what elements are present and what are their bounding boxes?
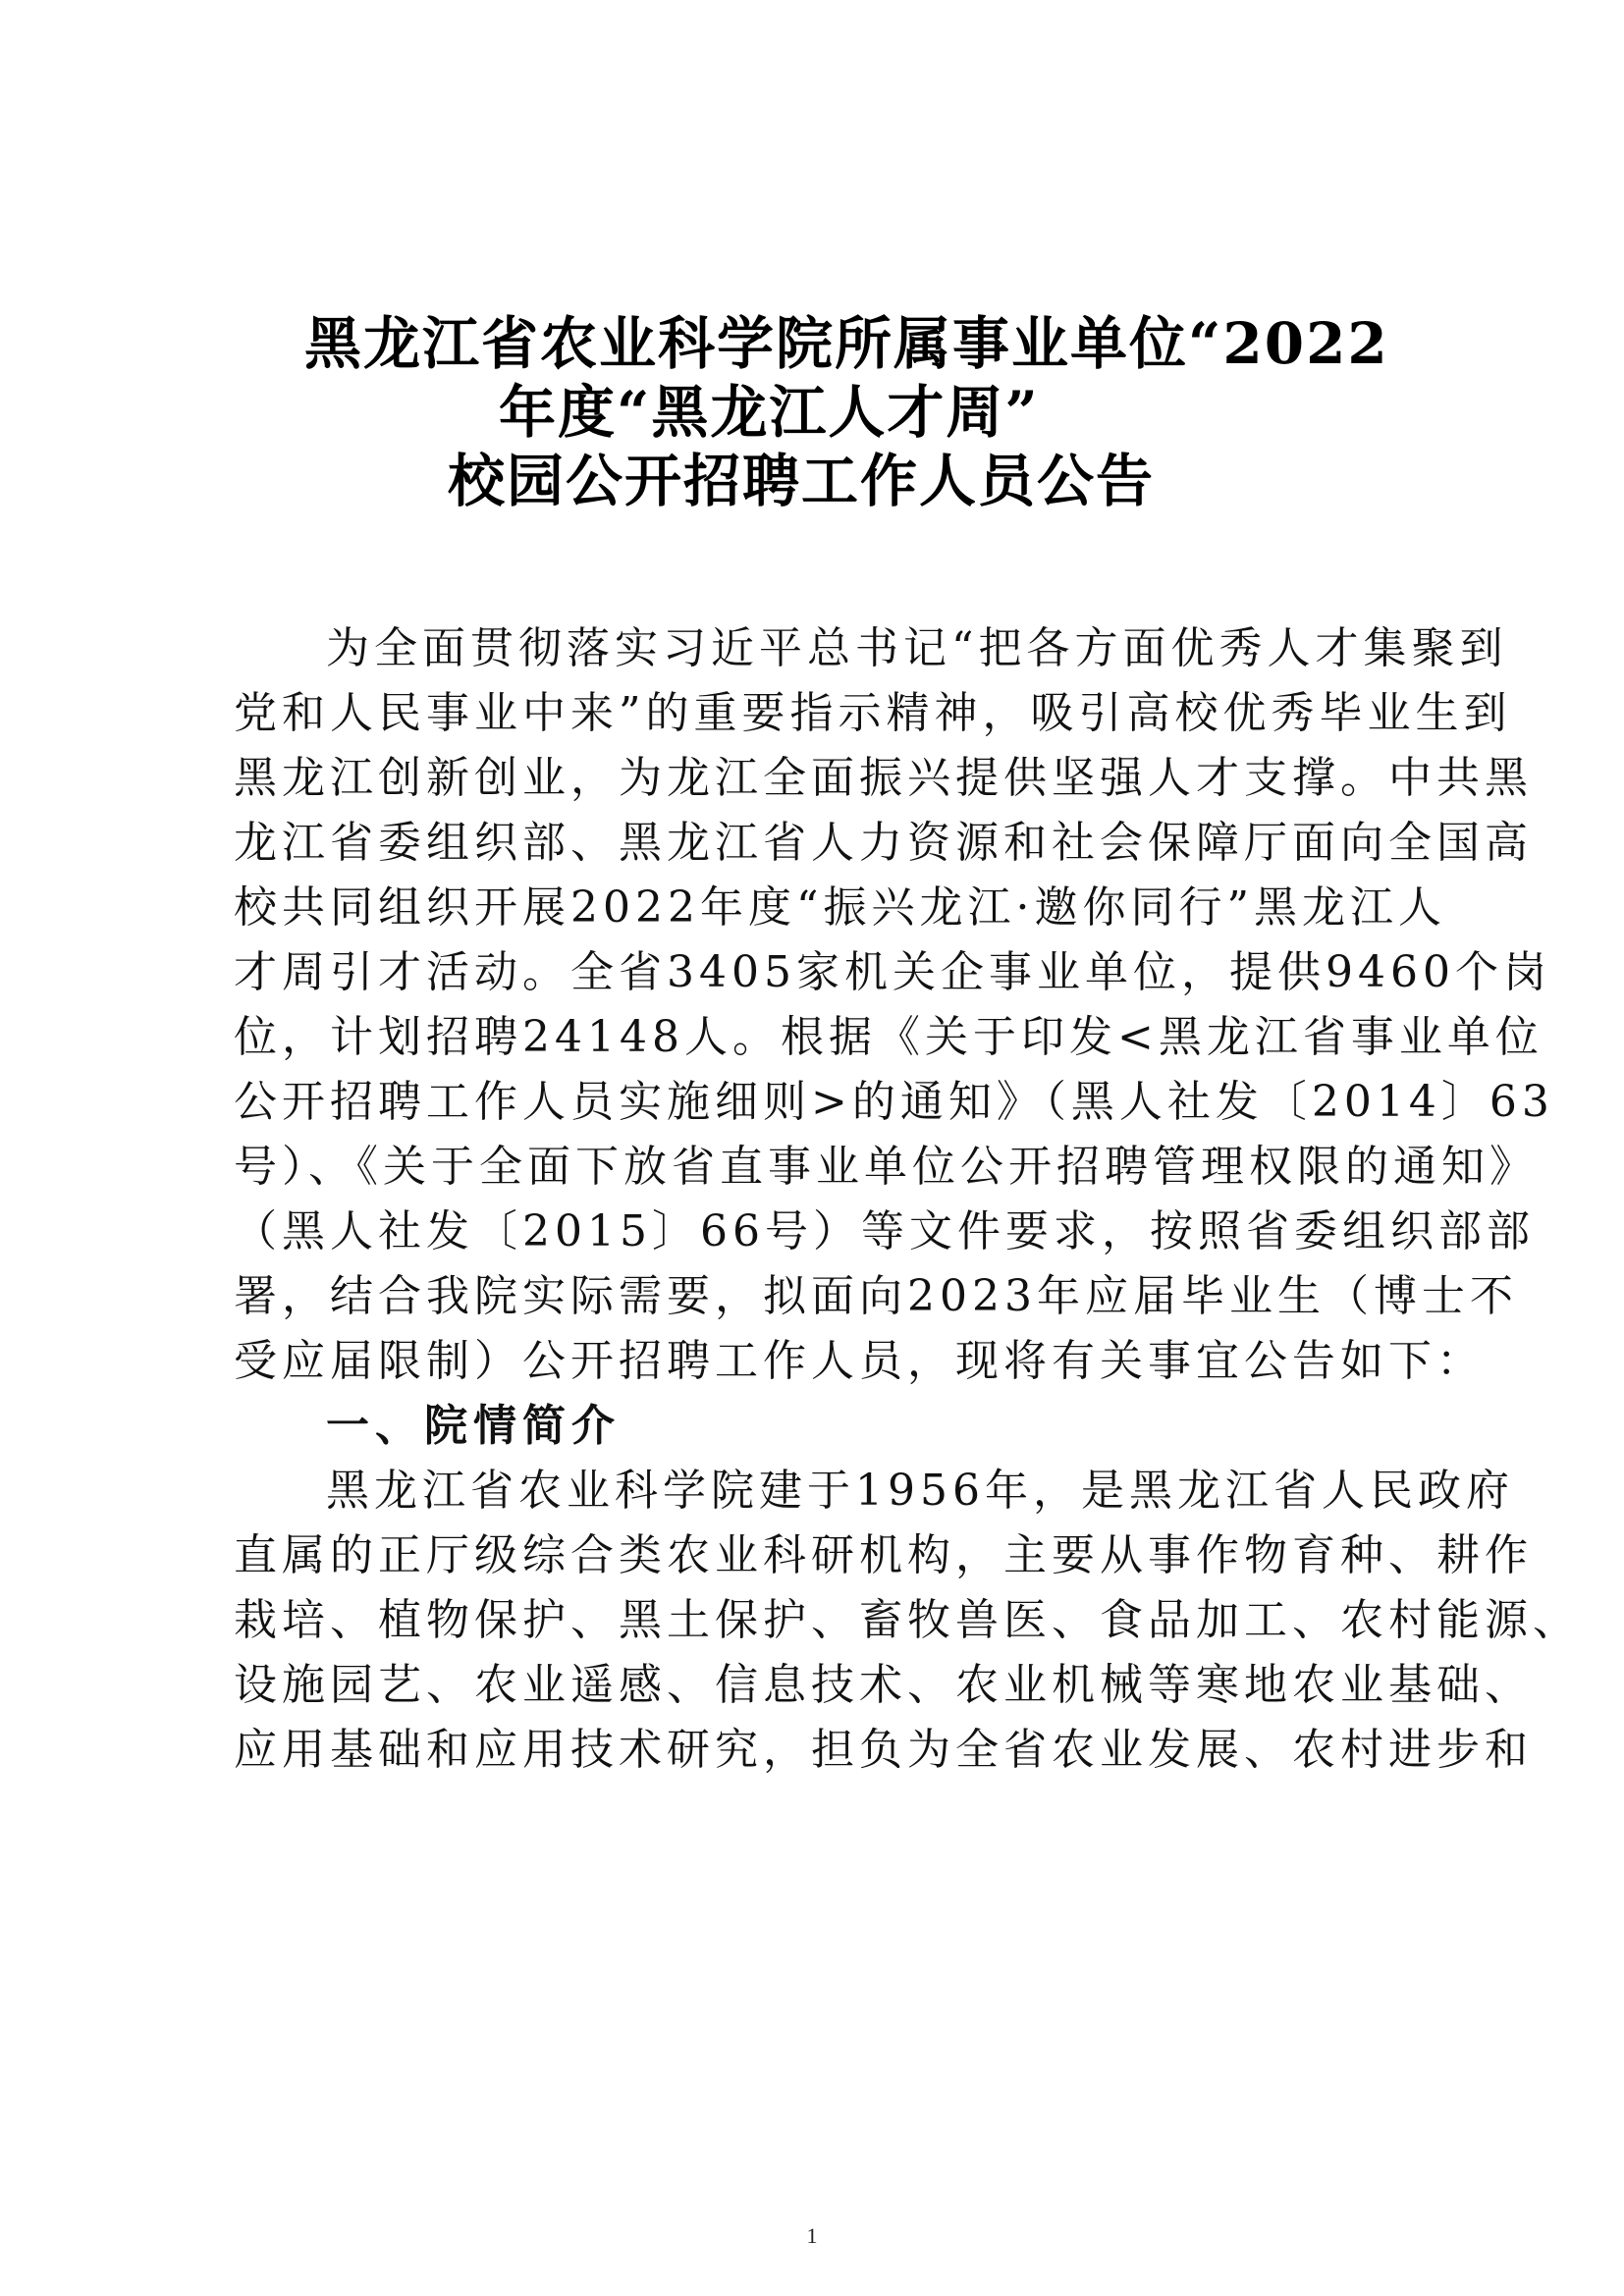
paragraph-line: 为全面贯彻落实习近平总书记“把各方面优秀人才集聚到 [326, 623, 1508, 673]
paragraph-line: 党和人民事业中来”的重要指示精神，吸引高校优秀毕业生到 [234, 688, 1512, 738]
page-number: 1 [806, 2223, 818, 2248]
paragraph-line: 校共同组织开展2022年度“振兴龙江·邀你同行”黑龙江人 [234, 882, 1446, 933]
paragraph-line: 应用基础和应用技术研究，担负为全省农业发展、农村进步和 [234, 1725, 1533, 1775]
paragraph-line: 黑龙江省农业科学院建于1956年，是黑龙江省人民政府 [326, 1466, 1514, 1516]
paragraph-line: 号）、《关于全面下放省直事业单位公开招聘管理权限的通知》 [234, 1142, 1538, 1192]
paragraph-line: 栽培、植物保护、黑土保护、畜牧兽医、食品加工、农村能源、 [234, 1595, 1581, 1645]
paragraph-line: 公开招聘工作人员实施细则>的通知》（黑人社发〔2014〕63 [234, 1077, 1554, 1127]
paragraph-line: 受应届限制）公开招聘工作人员，现将有关事宜公告如下： [234, 1336, 1485, 1386]
document-body [234, 616, 1581, 1783]
academy-intro-paragraph [234, 1459, 1581, 1783]
paragraph-line: 龙江省委组织部、黑龙江省人力资源和社会保障厅面向全国高 [234, 818, 1533, 868]
paragraph-line: 直属的正厅级综合类农业科研机构，主要从事作物育种、耕作 [234, 1530, 1533, 1580]
paragraph-line: 才周引才活动。全省3405家机关企事业单位，提供9460个岗 [234, 947, 1551, 997]
intro-paragraph [234, 616, 1554, 1394]
title-line-1: 黑龙江省农业科学院所属事业单位“2022 [304, 310, 1389, 377]
paragraph-line: 位，计划招聘24148人。根据《关于印发<黑龙江省事业单位 [234, 1012, 1543, 1062]
paragraph-line: 署，结合我院实际需要，拟面向2023年应届毕业生（博士不 [234, 1271, 1518, 1321]
paragraph-line: 黑龙江创新创业，为龙江全面振兴提供坚强人才支撑。中共黑 [234, 753, 1533, 803]
paragraph-line: 设施园艺、农业遥感、信息技术、农业机械等寒地农业基础、 [234, 1660, 1533, 1710]
paragraph-line: （黑人社发〔2015〕66号）等文件要求，按照省委组织部部 [234, 1206, 1535, 1256]
title-line-2: 年度“黑龙江人才周” [499, 379, 1040, 446]
title-line-3: 校园公开招聘工作人员公告 [448, 448, 1156, 514]
section-heading: 一、院情简介 [326, 1401, 621, 1451]
document-title [236, 309, 1394, 515]
